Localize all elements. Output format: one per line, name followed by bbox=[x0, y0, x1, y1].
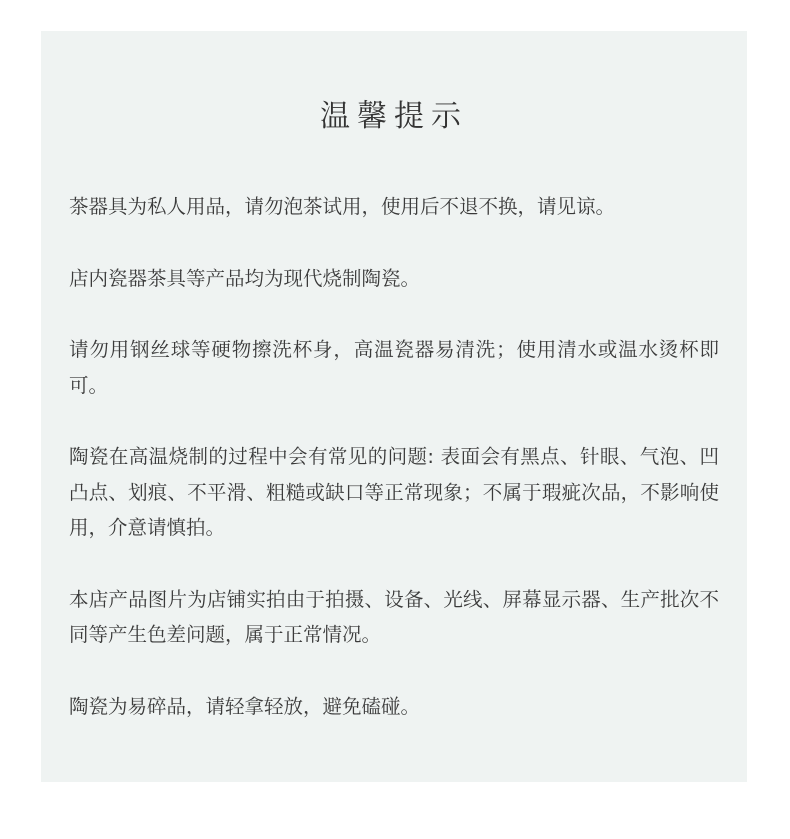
notice-panel bbox=[41, 31, 747, 782]
notice-item-cleaning: 请勿用钢丝球等硬物擦洗杯身，高温瓷器易清洗；使用清水或温水烫杯即可。 bbox=[69, 338, 719, 397]
notice-item-color-difference: 本店产品图片为店铺实拍由于拍摄、设备、光线、屏幕显示器、生产批次不同等产生色差问题，属于正常情况。 bbox=[69, 587, 719, 646]
notice-item-modern-ceramics: 店内瓷器茶具等产品均为现代烧制陶瓷。 bbox=[69, 266, 421, 290]
notice-title: 温馨提示 bbox=[320, 99, 468, 134]
notice-item-fragile: 陶瓷为易碎品，请轻拿轻放，避免磕碰。 bbox=[69, 694, 421, 718]
notice-item-no-trial: 茶器具为私人用品，请勿泡茶试用，使用后不退不换，请见谅。 bbox=[69, 195, 616, 218]
notice-item-firing-defects: 陶瓷在高温烧制的过程中会有常见的问题: 表面会有黑点、针眼、气泡、凹凸点、划痕、不平滑、粗糙或缺口等正常现象；不属于瑕疵次品，不影响使用，介意请慎拍。 bbox=[69, 445, 719, 539]
notice-list bbox=[69, 189, 719, 724]
